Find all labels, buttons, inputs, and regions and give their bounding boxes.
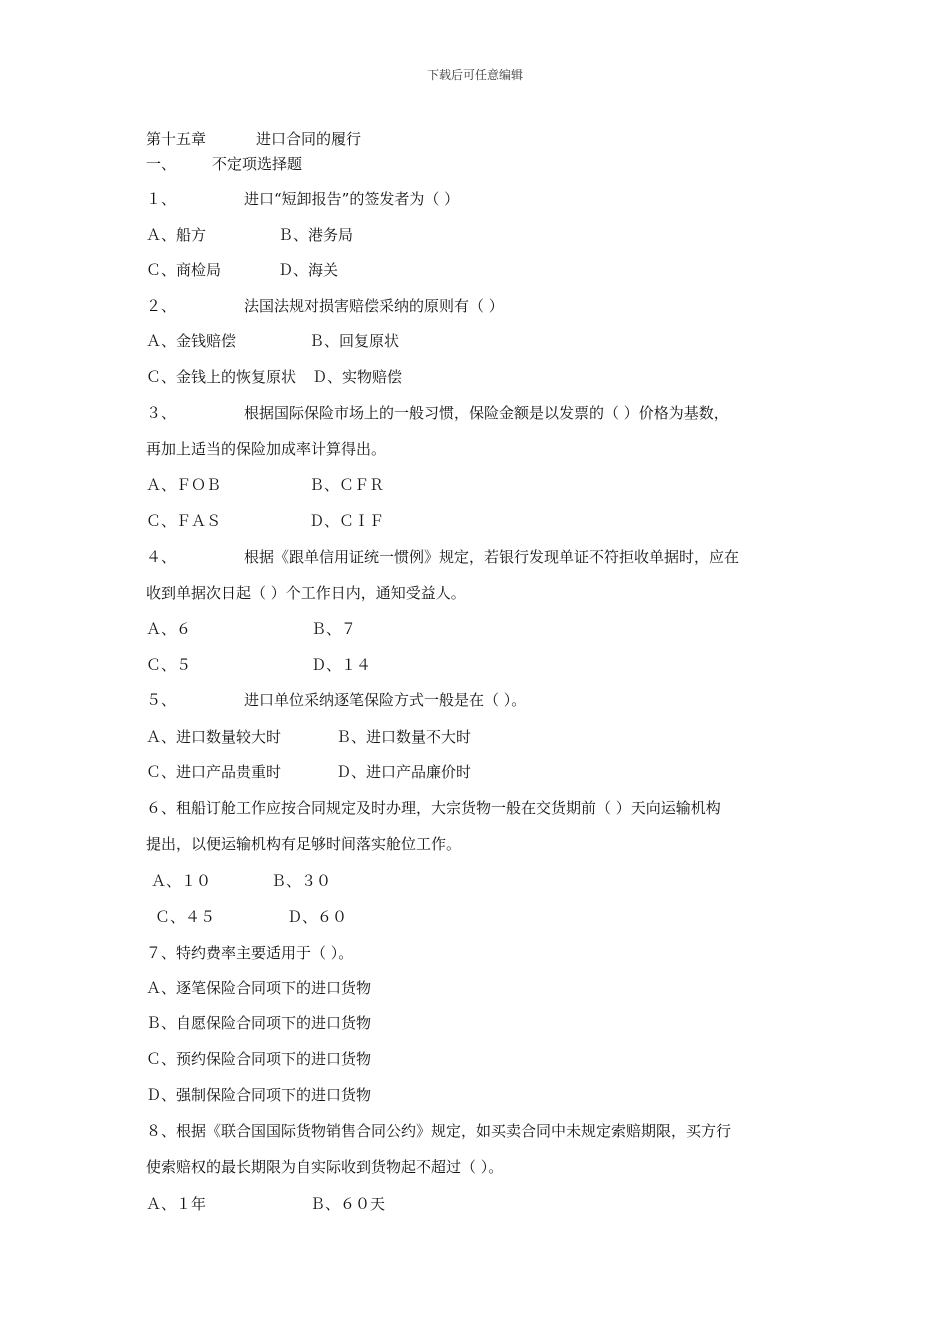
question-6: ６、租船订舱工作应按合同规定及时办理，大宗货物一般在交货期前（ ）天向运输机构 xyxy=(146,799,721,817)
options-row xyxy=(146,475,384,495)
question-1 xyxy=(146,189,459,209)
option-b: Ｂ、自愿保险合同项下的进口货物 xyxy=(146,1014,372,1032)
option-b: Ｂ、进口数量不大时 xyxy=(336,728,472,746)
options-row xyxy=(146,655,371,675)
option-b: Ｂ、３０ xyxy=(271,872,332,890)
option-c: Ｃ、４５ xyxy=(155,908,216,926)
option-a: Ａ、１０ xyxy=(151,872,212,890)
question-number: ４、 xyxy=(146,548,177,566)
option-a: Ａ、１年 xyxy=(146,1195,207,1213)
option-d: Ｄ、ＣＩＦ xyxy=(309,512,385,530)
options-row xyxy=(155,907,347,927)
question-6-continued: 提出，以便运输机构有足够时间落实舱位工作。 xyxy=(146,835,462,853)
options-row xyxy=(146,1194,385,1214)
chapter-title xyxy=(146,129,361,149)
options-row xyxy=(146,260,338,280)
options-row xyxy=(146,225,353,245)
option-d: Ｄ、强制保险合同项下的进口货物 xyxy=(146,1086,372,1104)
options-row xyxy=(146,367,402,387)
chapter-name: 进口合同的履行 xyxy=(256,130,362,148)
question-text: 根据《跟单信用证统一惯例》规定，若银行发现单证不符拒收单据时，应在 xyxy=(244,548,740,566)
page-header: 下载后可任意编辑 xyxy=(426,68,523,82)
question-number: ５、 xyxy=(146,691,177,709)
option-b: Ｂ、回复原状 xyxy=(309,332,400,350)
option-b: Ｂ、ＣＦＲ xyxy=(309,476,385,494)
chapter-number: 第十五章 xyxy=(146,130,207,148)
option-a: Ａ、金钱赔偿 xyxy=(146,332,237,350)
option-c: Ｃ、５ xyxy=(146,656,192,674)
option-b: Ｂ、７ xyxy=(311,620,357,638)
option-c: Ｃ、预约保险合同项下的进口货物 xyxy=(146,1050,372,1068)
question-number: ３、 xyxy=(146,404,177,422)
option-d: Ｄ、进口产品廉价时 xyxy=(336,763,472,781)
option-c: Ｃ、进口产品贵重时 xyxy=(146,763,282,781)
option-d: Ｄ、海关 xyxy=(278,261,339,279)
section-number: 一、 xyxy=(146,155,177,173)
option-c: Ｃ、金钱上的恢复原状 xyxy=(146,368,297,386)
option-a: Ａ、逐笔保险合同项下的进口货物 xyxy=(146,979,372,997)
option-c: Ｃ、商检局 xyxy=(146,261,222,279)
question-text: 法国法规对损害赔偿采纳的原则有（ ） xyxy=(244,297,504,315)
question-3-continued: 再加上适当的保险加成率计算得出。 xyxy=(146,440,387,458)
question-text: 进口“短卸报告”的签发者为（ ） xyxy=(244,190,460,208)
options-row xyxy=(146,619,356,639)
question-text: 根据国际保险市场上的一般习惯，保险金额是以发票的（ ）价格为基数， xyxy=(244,404,729,422)
question-8: ８、根据《联合国国际货物销售合同公约》规定，如买卖合同中未规定索赔期限，买方行 xyxy=(146,1122,732,1140)
options-row xyxy=(146,762,471,782)
option-a: Ａ、６ xyxy=(146,620,192,638)
option-a: Ａ、ＦＯＢ xyxy=(146,476,222,494)
options-row xyxy=(146,727,471,747)
options-row xyxy=(146,511,384,531)
option-d: Ｄ、１４ xyxy=(311,656,372,674)
question-7: ７、特约费率主要适用于（ ）。 xyxy=(146,944,354,962)
option-a: Ａ、进口数量较大时 xyxy=(146,728,282,746)
option-b: Ｂ、６０天 xyxy=(310,1195,386,1213)
option-d: Ｄ、６０ xyxy=(287,908,348,926)
option-c: Ｃ、ＦＡＳ xyxy=(146,512,222,530)
options-row xyxy=(151,871,331,891)
options-row xyxy=(146,331,399,351)
question-5 xyxy=(146,690,526,710)
question-4 xyxy=(146,547,739,567)
question-number: １、 xyxy=(146,190,177,208)
question-3 xyxy=(146,403,729,423)
question-8-continued: 使索赔权的最长期限为自实际收到货物起不超过（ ）。 xyxy=(146,1158,504,1176)
question-4-continued: 收到单据次日起（ ）个工作日内，通知受益人。 xyxy=(146,584,466,602)
question-text: 进口单位采纳逐笔保险方式一般是在（ ）。 xyxy=(244,691,527,709)
option-b: Ｂ、港务局 xyxy=(278,226,354,244)
question-2 xyxy=(146,296,504,316)
section-heading xyxy=(146,154,302,174)
option-a: Ａ、船方 xyxy=(146,226,207,244)
option-d: Ｄ、实物赔偿 xyxy=(312,368,403,386)
section-title: 不定项选择题 xyxy=(212,155,303,173)
question-number: ２、 xyxy=(146,297,177,315)
